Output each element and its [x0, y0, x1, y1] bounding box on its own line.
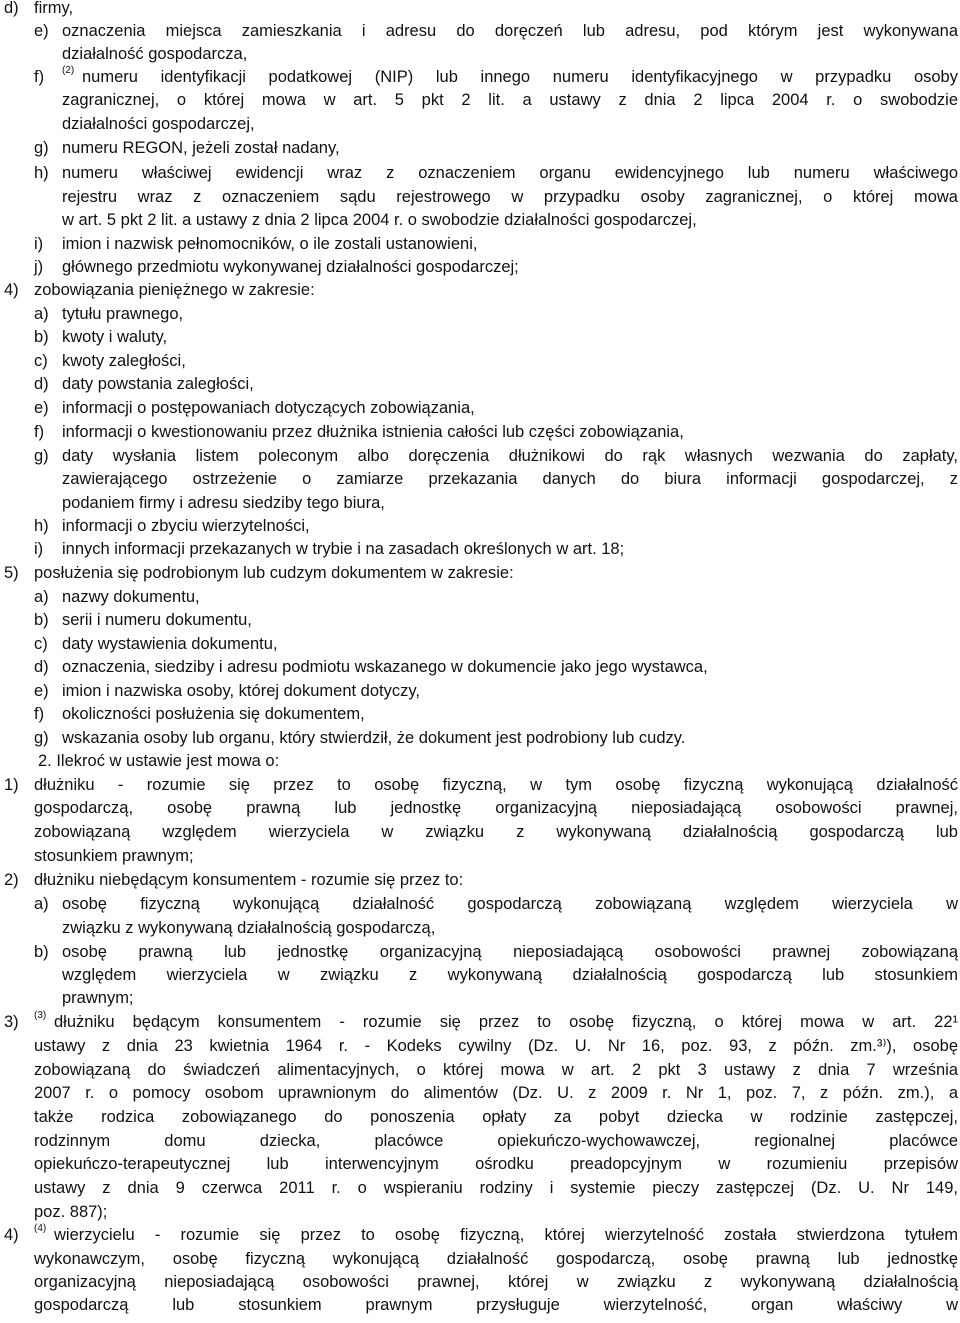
line-text: także rodzica zobowiązanego do ponoszenia opłaty za pobyt dziecka w rodzinie zastępczej,: [34, 1108, 958, 1126]
text-line: [0, 515, 958, 538]
text-line: [0, 893, 958, 916]
text-line: [0, 350, 958, 373]
list-marker: h): [34, 517, 49, 535]
line-text: poz. 887);: [34, 1203, 108, 1221]
text-line: [0, 1059, 958, 1082]
list-marker: 4): [4, 281, 19, 299]
list-marker: g): [34, 139, 49, 157]
list-marker: b): [34, 328, 49, 346]
text-line: [0, 445, 958, 468]
list-marker: d): [34, 375, 49, 393]
text-line: [0, 113, 958, 136]
text-line: [0, 917, 958, 940]
line-text: 2007 r. o pomocy osobom uprawnionym do alimentów (Dz. U. z 2009 r. Nr 1, poz. 7, z późn. zm.), a: [34, 1084, 958, 1102]
text-line: [0, 1130, 958, 1153]
line-text: dłużniku - rozumie się przez to osobę fizyczną, w tym osobę fizyczną wykonującą działalność: [34, 776, 958, 794]
line-text: numeru REGON, jeżeli został nadany,: [62, 139, 340, 157]
text-line: [0, 797, 958, 820]
text-line: [0, 468, 958, 491]
list-marker: a): [34, 588, 49, 606]
text-line: [0, 209, 958, 232]
line-text: działalności gospodarczej,: [62, 115, 255, 133]
line-text: posłużenia się podrobionym lub cudzym dokumentem w zakresie:: [34, 564, 514, 582]
line-text: dłużniku będącym konsumentem - rozumie się przez to osobę fizyczną, o której mowa w art. 22¹: [54, 1013, 958, 1031]
text-line: [0, 633, 958, 656]
list-marker: 1): [4, 776, 19, 794]
text-line: [0, 421, 958, 444]
line-text: oznaczenia, siedziby i adresu podmiotu wskazanego w dokumencie jako jego wystawca,: [62, 658, 708, 676]
text-line: [0, 1224, 958, 1247]
text-line: [0, 727, 958, 750]
text-line: [0, 1271, 958, 1294]
text-line: [0, 0, 958, 20]
text-line: [0, 1035, 958, 1058]
line-text: firmy,: [34, 0, 74, 17]
text-line: [0, 586, 958, 609]
text-line: [0, 66, 958, 89]
line-text: wykonawczym, osobę fizyczną wykonującą działalność gospodarczą, osobę prawną lub jednostkę: [34, 1250, 958, 1268]
list-marker: b): [34, 943, 49, 961]
list-marker: e): [34, 399, 49, 417]
text-line: [0, 869, 958, 892]
line-text: wierzycielu - rozumie się przez to osobę fizyczną, której wierzytelność została stwierdzona tytułem: [54, 1226, 958, 1244]
list-marker: a): [34, 305, 49, 323]
text-line: [0, 1011, 958, 1034]
list-marker: b): [34, 611, 49, 629]
line-text: organizacyjną nieposiadającą osobowości prawnej, której w związku z wykonywaną działalnością: [34, 1273, 958, 1291]
text-line: [0, 680, 958, 703]
text-line: [0, 562, 958, 585]
line-text: nazwy dokumentu,: [62, 588, 200, 606]
list-marker: f): [34, 705, 45, 723]
list-marker: f): [34, 423, 45, 441]
list-marker: 2): [4, 871, 19, 889]
text-line: [0, 538, 958, 561]
footnote-marker: (2): [62, 65, 75, 76]
line-text: kwoty zaległości,: [62, 352, 186, 370]
line-text: imion i nazwiska osoby, której dokument dotyczy,: [62, 682, 420, 700]
line-text: daty wysłania listem poleconym albo doręczenia dłużnikowi do rąk własnych wezwania do zapłaty,: [62, 447, 958, 465]
text-line: [0, 137, 958, 160]
line-text: serii i numeru dokumentu,: [62, 611, 252, 629]
line-text: kwoty i waluty,: [62, 328, 168, 346]
text-line: [0, 1248, 958, 1271]
text-line: [0, 1153, 958, 1176]
text-line: [0, 397, 958, 420]
list-marker: h): [34, 164, 49, 182]
line-text: innych informacji przekazanych w trybie i na zasadach określonych w art. 18;: [62, 540, 625, 558]
line-text: w art. 5 pkt 2 lit. a ustawy z dnia 2 lipca 2004 r. o swobodzie działalności gospodarczej,: [62, 211, 697, 229]
line-text: zagranicznej, o której mowa w art. 5 pkt 2 lit. a ustawy z dnia 2 lipca 2004 r. o swobodzie: [62, 91, 958, 109]
text-line: [0, 1201, 958, 1224]
line-text: stosunkiem prawnym;: [34, 847, 194, 865]
line-text: tytułu prawnego,: [62, 305, 184, 323]
list-marker: d): [4, 0, 19, 17]
list-marker: g): [34, 729, 49, 747]
line-text: okoliczności posłużenia się dokumentem,: [62, 705, 365, 723]
text-line: [0, 774, 958, 797]
line-text: działalność gospodarcza,: [62, 45, 248, 63]
text-line: [0, 703, 958, 726]
line-text: 2. Ilekroć w ustawie jest mowa o:: [38, 752, 280, 770]
text-line: [0, 845, 958, 868]
list-marker: d): [34, 658, 49, 676]
list-marker: 3): [4, 1013, 19, 1031]
list-marker: a): [34, 895, 49, 913]
line-text: osobę prawną lub jednostkę organizacyjną nieposiadającą osobowości prawnej zobowiązaną: [62, 943, 958, 961]
line-text: osobę fizyczną wykonującą działalność gospodarczą zobowiązaną względem wierzyciela w: [62, 895, 958, 913]
text-line: [0, 1294, 958, 1317]
text-line: [0, 1177, 958, 1200]
text-line: [0, 373, 958, 396]
text-line: [0, 941, 958, 964]
list-marker: e): [34, 682, 49, 700]
line-text: gospodarczą, osobę prawną lub jednostkę organizacyjną nieposiadającą osobowości prawnej,: [34, 799, 958, 817]
text-line: [0, 1106, 958, 1129]
line-text: informacji o postępowaniach dotyczących zobowiązania,: [62, 399, 475, 417]
text-line: [0, 609, 958, 632]
text-line: [0, 20, 958, 43]
line-text: głównego przedmiotu wykonywanej działalności gospodarczej;: [62, 258, 519, 276]
text-line: [0, 303, 958, 326]
list-marker: 4): [4, 1226, 19, 1244]
footnote-marker: (3): [34, 1010, 47, 1021]
line-text: numeru identyfikacji podatkowej (NIP) lub innego numeru identyfikacyjnego w przypadku osoby: [82, 68, 958, 86]
line-text: zobowiązaną względem wierzyciela w związku z wykonywaną działalnością gospodarczą lub: [34, 823, 958, 841]
text-line: [0, 821, 958, 844]
line-text: zawierającego ostrzeżenie o zamiarze przekazania danych do biura informacji gospodarczej, z: [62, 470, 958, 488]
line-text: prawnym;: [62, 989, 134, 1007]
list-marker: f): [34, 68, 45, 86]
text-line: [0, 89, 958, 112]
list-marker: e): [34, 22, 49, 40]
line-text: informacji o zbyciu wierzytelności,: [62, 517, 310, 535]
text-line: [0, 43, 958, 66]
text-line: [0, 186, 958, 209]
line-text: imion i nazwisk pełnomocników, o ile zostali ustanowieni,: [62, 235, 478, 253]
line-text: rodzinnym domu dziecka, placówce opiekuńczo-wychowawczej, regionalnej placówce: [34, 1132, 958, 1150]
list-marker: j): [34, 258, 44, 276]
line-text: ustawy z dnia 23 kwietnia 1964 r. - Kodeks cywilny (Dz. U. Nr 16, poz. 93, z późn. zm.³⁾), osobę: [34, 1037, 958, 1055]
line-text: rejestru wraz z oznaczeniem sądu rejestrowego w przypadku osoby zagranicznej, o której mowa: [62, 188, 958, 206]
text-line: [0, 987, 958, 1010]
footnote-marker: (4): [34, 1223, 47, 1234]
line-text: daty wystawienia dokumentu,: [62, 635, 278, 653]
line-text: zobowiązania pieniężnego w zakresie:: [34, 281, 315, 299]
line-text: gospodarczą lub stosunkiem prawnym przysługuje wierzytelność, organ właściwy w: [34, 1296, 958, 1314]
text-line: [0, 279, 958, 302]
line-text: daty powstania zaległości,: [62, 375, 254, 393]
text-line: [0, 1082, 958, 1105]
list-marker: c): [34, 635, 48, 653]
line-text: zobowiązaną do świadczeń alimentacyjnych, o której mowa w art. 2 pkt 3 ustawy z dnia 7 września: [34, 1061, 958, 1079]
list-marker: i): [34, 540, 44, 558]
list-marker: g): [34, 447, 49, 465]
list-marker: 5): [4, 564, 19, 582]
text-line: [0, 656, 958, 679]
text-line: [0, 964, 958, 987]
list-marker: c): [34, 352, 48, 370]
line-text: ustawy z dnia 9 czerwca 2011 r. o wspieraniu rodziny i systemie pieczy zastępczej (Dz. U. Nr 149,: [34, 1179, 958, 1197]
text-line: [0, 233, 958, 256]
text-line: [0, 492, 958, 515]
list-marker: i): [34, 235, 44, 253]
text-line: [0, 326, 958, 349]
line-text: dłużniku niebędącym konsumentem - rozumie się przez to:: [34, 871, 464, 889]
line-text: podaniem firmy i adresu siedziby tego biura,: [62, 494, 385, 512]
line-text: opiekuńczo-terapeutycznej lub interwencyjnym ośrodku preadopcyjnym w rozumieniu przepisów: [34, 1155, 958, 1173]
line-text: numeru właściwej ewidencji wraz z oznaczeniem organu ewidencyjnego lub numeru właściwego: [62, 164, 958, 182]
text-line: [0, 256, 958, 279]
line-text: związku z wykonywaną działalnością gospodarczą,: [62, 919, 436, 937]
line-text: wskazania osoby lub organu, który stwierdził, że dokument jest podrobiony lub cudzy.: [62, 729, 686, 747]
text-line: [0, 162, 958, 185]
line-text: oznaczenia miejsca zamieszkania i adresu do doręczeń lub adresu, pod którym jest wykonywana: [62, 22, 958, 40]
text-line: [0, 750, 958, 773]
line-text: względem wierzyciela w związku z wykonywaną działalnością gospodarczą lub stosunkiem: [62, 966, 958, 984]
line-text: informacji o kwestionowaniu przez dłużnika istnienia całości lub części zobowiązania,: [62, 423, 684, 441]
